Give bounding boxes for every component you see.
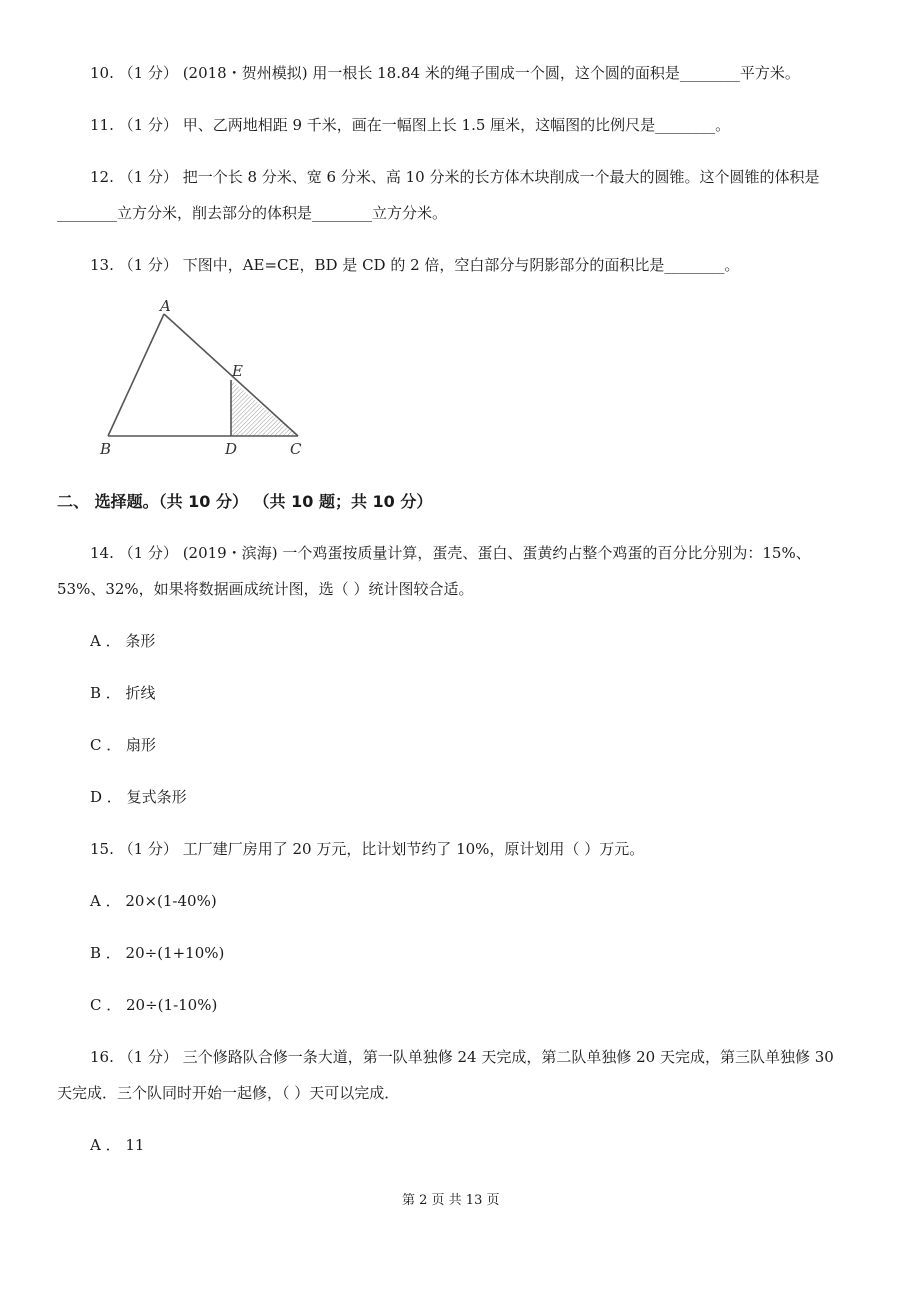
question-15-option-b: B ． 20÷(1+10%)	[90, 944, 225, 962]
question-12-line-2: ________立方分米，削去部分的体积是________立方分米。	[57, 204, 448, 222]
label-e: E	[232, 362, 243, 380]
triangle-diagram	[96, 300, 316, 462]
label-c: C	[290, 440, 302, 458]
label-b: B	[100, 440, 112, 458]
section-2-heading: 二、 选择题。（共 10 分） （共 10 题；共 10 分）	[57, 492, 433, 511]
question-16-option-a: A ． 11	[90, 1136, 145, 1154]
triangle-figure	[96, 300, 316, 462]
page-number-footer: 第 2 页 共 13 页	[402, 1193, 500, 1208]
question-14-option-d: D ． 复式条形	[90, 788, 187, 806]
question-13: 13. （1 分） 下图中，AE=CE，BD 是 CD 的 2 倍，空白部分与阴影部分的面积比是________。	[90, 256, 740, 274]
segment-ab	[108, 314, 164, 436]
question-15-option-a: A ． 20×(1-40%)	[90, 892, 217, 910]
question-10: 10. （1 分） (2018・贺州模拟) 用一根长 18.84 米的绳子围成一个圆，这个圆的面积是________平方米。	[90, 64, 800, 82]
label-a: A	[160, 300, 171, 315]
question-14-line-1: 14. （1 分） (2019・滨海) 一个鸡蛋按质量计算，蛋壳、蛋白、蛋黄约占整个鸡蛋的百分比分别为：15%、	[90, 544, 811, 562]
question-15: 15. （1 分） 工厂建厂房用了 20 万元，比计划节约了 10%，原计划用（ ）万元。	[90, 840, 645, 858]
label-d: D	[225, 440, 238, 458]
question-14-option-a: A ． 条形	[90, 632, 156, 650]
question-16-line-2: 天完成．三个队同时开始一起修，（ ）天可以完成．	[57, 1084, 400, 1102]
question-11: 11. （1 分） 甲、乙两地相距 9 千米，画在一幅图上长 1.5 厘米，这幅图的比例尺是________。	[90, 116, 731, 134]
question-14-option-b: B ． 折线	[90, 684, 156, 702]
question-14-option-c: C ． 扇形	[90, 736, 157, 754]
question-14-line-2: 53%、32%，如果将数据画成统计图，选（ ）统计图较合适。	[57, 580, 474, 598]
question-15-option-c: C ． 20÷(1-10%)	[90, 996, 218, 1014]
question-16-line-1: 16. （1 分） 三个修路队合修一条大道，第一队单独修 24 天完成，第二队单独修 20 天完成，第三队单独修 30	[90, 1048, 834, 1066]
question-12-line-1: 12. （1 分） 把一个长 8 分米、宽 6 分米、高 10 分米的长方体木块削成一个最大的圆锥。这个圆锥的体积是	[90, 168, 820, 186]
